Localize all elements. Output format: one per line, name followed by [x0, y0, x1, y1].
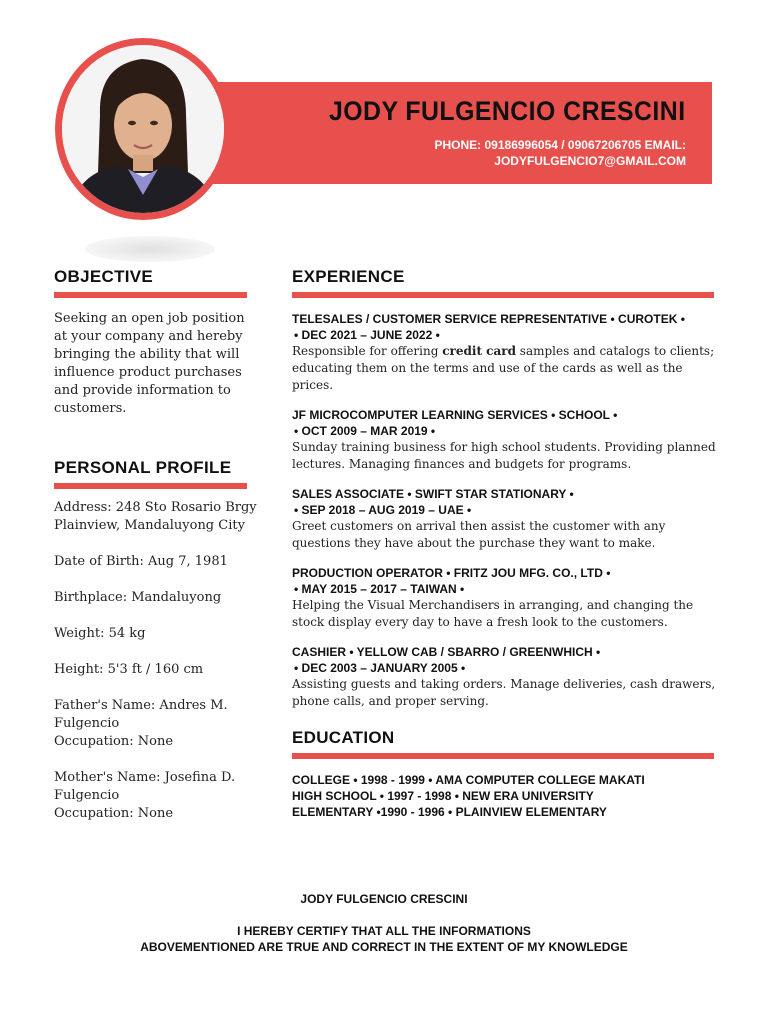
- profile-date-of-birth: Date of Birth: Aug 7, 1981: [54, 554, 228, 569]
- profile-photo-image: [62, 45, 224, 213]
- education-elementary: ELEMENTARY •1990 - 1996 • PLAINVIEW ELEMENTARY: [292, 805, 607, 819]
- job-dates: • OCT 2009 – MAR 2019 •: [294, 424, 436, 438]
- job-description: Helping the Visual Merchandisers in arranging, and changing the stock display every day to have a fresh look to the customers.: [292, 598, 694, 629]
- job-dates: • DEC 2021 – JUNE 2022 •: [294, 328, 440, 342]
- education-college: COLLEGE • 1998 - 1999 • AMA COMPUTER COLLEGE MAKATI: [292, 773, 645, 787]
- contact-email-address: JODYFULGENCIO7@GMAIL.COM: [494, 154, 686, 168]
- experience-item: [292, 644, 722, 710]
- footer-certify-line2: ABOVEMENTIONED ARE TRUE AND CORRECT IN THE EXTENT OF MY KNOWLEDGE: [140, 940, 628, 954]
- resume-name: JODY FULGENCIO CRESCINI: [329, 96, 686, 126]
- experience-item: [292, 486, 722, 552]
- objective-rule: [54, 292, 247, 298]
- experience-list: [292, 311, 722, 723]
- footer-certify-line1: I HEREBY CERTIFY THAT ALL THE INFORMATIONS: [237, 924, 531, 938]
- objective-heading: OBJECTIVE: [54, 267, 154, 286]
- profile-father-occupation: Occupation: None: [54, 734, 174, 749]
- profile-father: [54, 697, 269, 751]
- experience-item: [292, 565, 722, 631]
- job-title: TELESALES / CUSTOMER SERVICE REPRESENTATIVE • CUROTEK •: [292, 312, 685, 326]
- profile-birthplace: Birthplace: Mandaluyong: [54, 590, 222, 605]
- job-dates: • DEC 2003 – JANUARY 2005 •: [294, 661, 466, 675]
- job-title: SALES ASSOCIATE • SWIFT STAR STATIONARY •: [292, 487, 574, 501]
- education-rule: [292, 753, 714, 759]
- footer-certification: [0, 891, 768, 955]
- contact-info: [326, 137, 686, 169]
- experience-heading: EXPERIENCE: [292, 267, 405, 286]
- footer-spacer: [0, 907, 768, 923]
- job-description: [292, 343, 722, 394]
- profile-father-name: Father's Name: Andres M. Fulgencio: [54, 698, 228, 731]
- education-heading: EDUCATION: [292, 728, 395, 747]
- personal-profile-list: [54, 499, 269, 841]
- objective-text: Seeking an open job position at your company and hereby bringing the ability that will influence product purchases and provide information to customers.: [54, 311, 245, 416]
- job-description-part: samples and catalogs to clients; educating them on the terms and use of the cards as well as the prices.: [292, 344, 715, 392]
- education-high-school: HIGH SCHOOL • 1997 - 1998 • NEW ERA UNIVERSITY: [292, 789, 594, 803]
- job-title: PRODUCTION OPERATOR • FRITZ JOU MFG. CO., LTD •: [292, 566, 611, 580]
- job-title: JF MICROCOMPUTER LEARNING SERVICES • SCHOOL •: [292, 408, 618, 422]
- job-description: Assisting guests and taking orders. Manage deliveries, cash drawers, phone calls, and proper serving.: [292, 677, 716, 708]
- profile-mother-occupation: Occupation: None: [54, 806, 174, 821]
- profile-weight: Weight: 54 kg: [54, 626, 146, 641]
- experience-rule: [292, 292, 714, 298]
- profile-mother: [54, 769, 269, 823]
- job-description-bold: credit card: [442, 344, 516, 358]
- profile-photo: [62, 45, 224, 213]
- job-description-part: Responsible for offering: [292, 344, 443, 358]
- profile-address: Address: 248 Sto Rosario Brgy Plainview, Mandaluyong City: [54, 500, 257, 533]
- personal-profile-rule: [54, 483, 247, 489]
- footer-name: JODY FULGENCIO CRESCINI: [300, 892, 468, 906]
- job-description: Greet customers on arrival then assist the customer with any questions they have about the purchase they want to make.: [292, 519, 666, 550]
- education-list: [292, 772, 722, 820]
- profile-height: Height: 5'3 ft / 160 cm: [54, 662, 204, 677]
- photo-shadow: [85, 236, 215, 262]
- personal-profile-heading: PERSONAL PROFILE: [54, 458, 232, 477]
- job-description: Sunday training business for high school students. Providing planned lectures. Managing finances and budgets for programs.: [292, 440, 716, 471]
- job-dates: • SEP 2018 – AUG 2019 – UAE •: [294, 503, 472, 517]
- job-dates: • MAY 2015 – 2017 – TAIWAN •: [294, 582, 465, 596]
- contact-phone-email: PHONE: 09186996054 / 09067206705 EMAIL:: [434, 138, 686, 152]
- experience-item: [292, 407, 722, 473]
- job-title: CASHIER • YELLOW CAB / SBARRO / GREENWHICH •: [292, 645, 601, 659]
- experience-item: [292, 311, 722, 394]
- profile-mother-name: Mother's Name: Josefina D. Fulgencio: [54, 770, 236, 803]
